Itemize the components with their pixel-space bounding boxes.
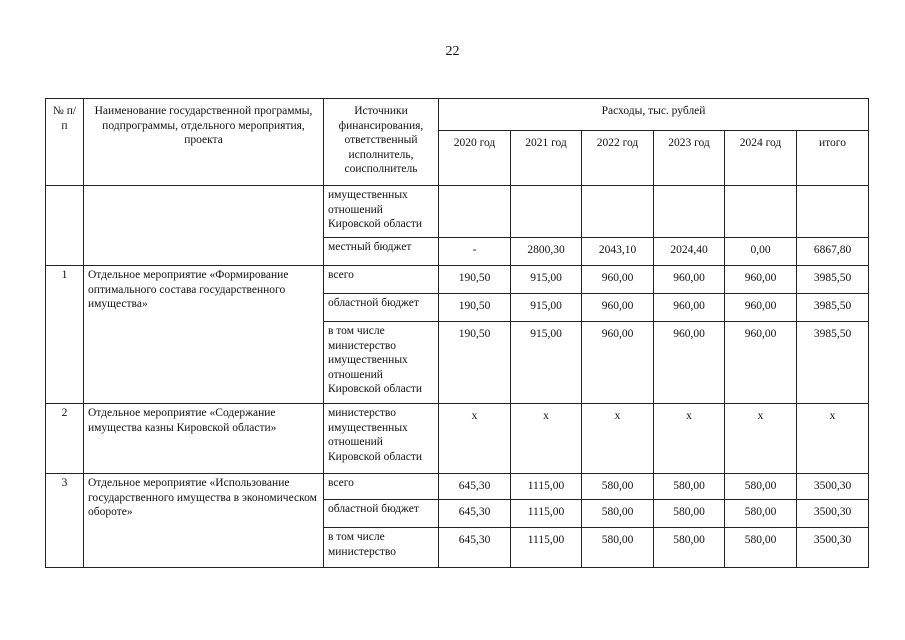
expenses-table <box>45 98 869 568</box>
value-cell: 915,00 <box>511 266 582 294</box>
row-name: Отдельное мероприятие «Формирование оптимального состава государственного имущества» <box>84 266 324 404</box>
value-cell: - <box>439 238 511 266</box>
source-cell: местный бюджет <box>324 238 439 266</box>
value-cell: 580,00 <box>654 528 725 568</box>
header-year: 2022 год <box>582 131 654 186</box>
value-cell: 645,30 <box>439 474 511 500</box>
value-cell: 580,00 <box>725 528 797 568</box>
value-cell: 580,00 <box>725 500 797 528</box>
value-cell: 6867,80 <box>797 238 869 266</box>
value-cell: x <box>582 404 654 474</box>
value-cell: 580,00 <box>725 474 797 500</box>
value-cell: x <box>654 404 725 474</box>
source-cell: имущественных отношений Кировской области <box>324 186 439 238</box>
value-cell: 3500,30 <box>797 474 869 500</box>
table-row <box>46 266 869 294</box>
value-cell: 190,50 <box>439 322 511 404</box>
value-cell: 190,50 <box>439 294 511 322</box>
header-total: итого <box>797 131 869 186</box>
value-cell: 960,00 <box>654 322 725 404</box>
row-number: 1 <box>46 266 84 404</box>
value-cell: 1115,00 <box>511 500 582 528</box>
header-sources: Источники финансирования, ответственный исполнитель, соисполнитель <box>324 99 439 186</box>
value-cell: 580,00 <box>654 500 725 528</box>
header-num: № п/п <box>46 99 84 186</box>
value-cell: 2024,40 <box>654 238 725 266</box>
row-number: 3 <box>46 474 84 568</box>
value-cell: 190,50 <box>439 266 511 294</box>
header-year: 2021 год <box>511 131 582 186</box>
header-year: 2024 год <box>725 131 797 186</box>
row-name: Отдельное мероприятие «Содержание имущества казны Кировской области» <box>84 404 324 474</box>
value-cell: 960,00 <box>725 266 797 294</box>
value-cell: 3985,50 <box>797 266 869 294</box>
value-cell: 580,00 <box>654 474 725 500</box>
value-cell: x <box>797 404 869 474</box>
value-cell: 645,30 <box>439 500 511 528</box>
value-cell: 915,00 <box>511 322 582 404</box>
header-year: 2020 год <box>439 131 511 186</box>
value-cell: 580,00 <box>582 500 654 528</box>
value-cell: 1115,00 <box>511 474 582 500</box>
page-number: 22 <box>445 44 460 59</box>
value-cell: 580,00 <box>582 474 654 500</box>
table-row <box>46 474 869 500</box>
value-cell: 960,00 <box>654 266 725 294</box>
value-cell: 645,30 <box>439 528 511 568</box>
header-expenses: Расходы, тыс. рублей <box>439 99 869 131</box>
source-cell: областной бюджет <box>324 294 439 322</box>
value-cell: 960,00 <box>582 266 654 294</box>
value-cell: 960,00 <box>725 322 797 404</box>
source-cell: всего <box>324 474 439 500</box>
source-cell: в том числе министерство <box>324 528 439 568</box>
value-cell: 960,00 <box>582 322 654 404</box>
header-name: Наименование государственной программы, подпрограммы, отдельного мероприятия, проекта <box>84 99 324 186</box>
table-row <box>46 186 869 238</box>
value-cell: 960,00 <box>725 294 797 322</box>
value-cell: 2800,30 <box>511 238 582 266</box>
value-cell: 915,00 <box>511 294 582 322</box>
source-cell: всего <box>324 266 439 294</box>
value-cell: 960,00 <box>582 294 654 322</box>
value-cell: x <box>725 404 797 474</box>
source-cell: министерство имущественных отношений Кировской области <box>324 404 439 474</box>
value-cell: 960,00 <box>654 294 725 322</box>
header-year: 2023 год <box>654 131 725 186</box>
value-cell: 3500,30 <box>797 528 869 568</box>
value-cell: x <box>511 404 582 474</box>
value-cell: 3500,30 <box>797 500 869 528</box>
value-cell: 3985,50 <box>797 322 869 404</box>
value-cell: 2043,10 <box>582 238 654 266</box>
row-name: Отдельное мероприятие «Использование государственного имущества в экономическом обороте» <box>84 474 324 568</box>
source-cell: в том числе министерство имущественных отношений Кировской области <box>324 322 439 404</box>
source-cell: областной бюджет <box>324 500 439 528</box>
value-cell: 0,00 <box>725 238 797 266</box>
value-cell: 580,00 <box>582 528 654 568</box>
value-cell: 3985,50 <box>797 294 869 322</box>
value-cell: 1115,00 <box>511 528 582 568</box>
row-number: 2 <box>46 404 84 474</box>
value-cell: x <box>439 404 511 474</box>
table-row <box>46 404 869 474</box>
